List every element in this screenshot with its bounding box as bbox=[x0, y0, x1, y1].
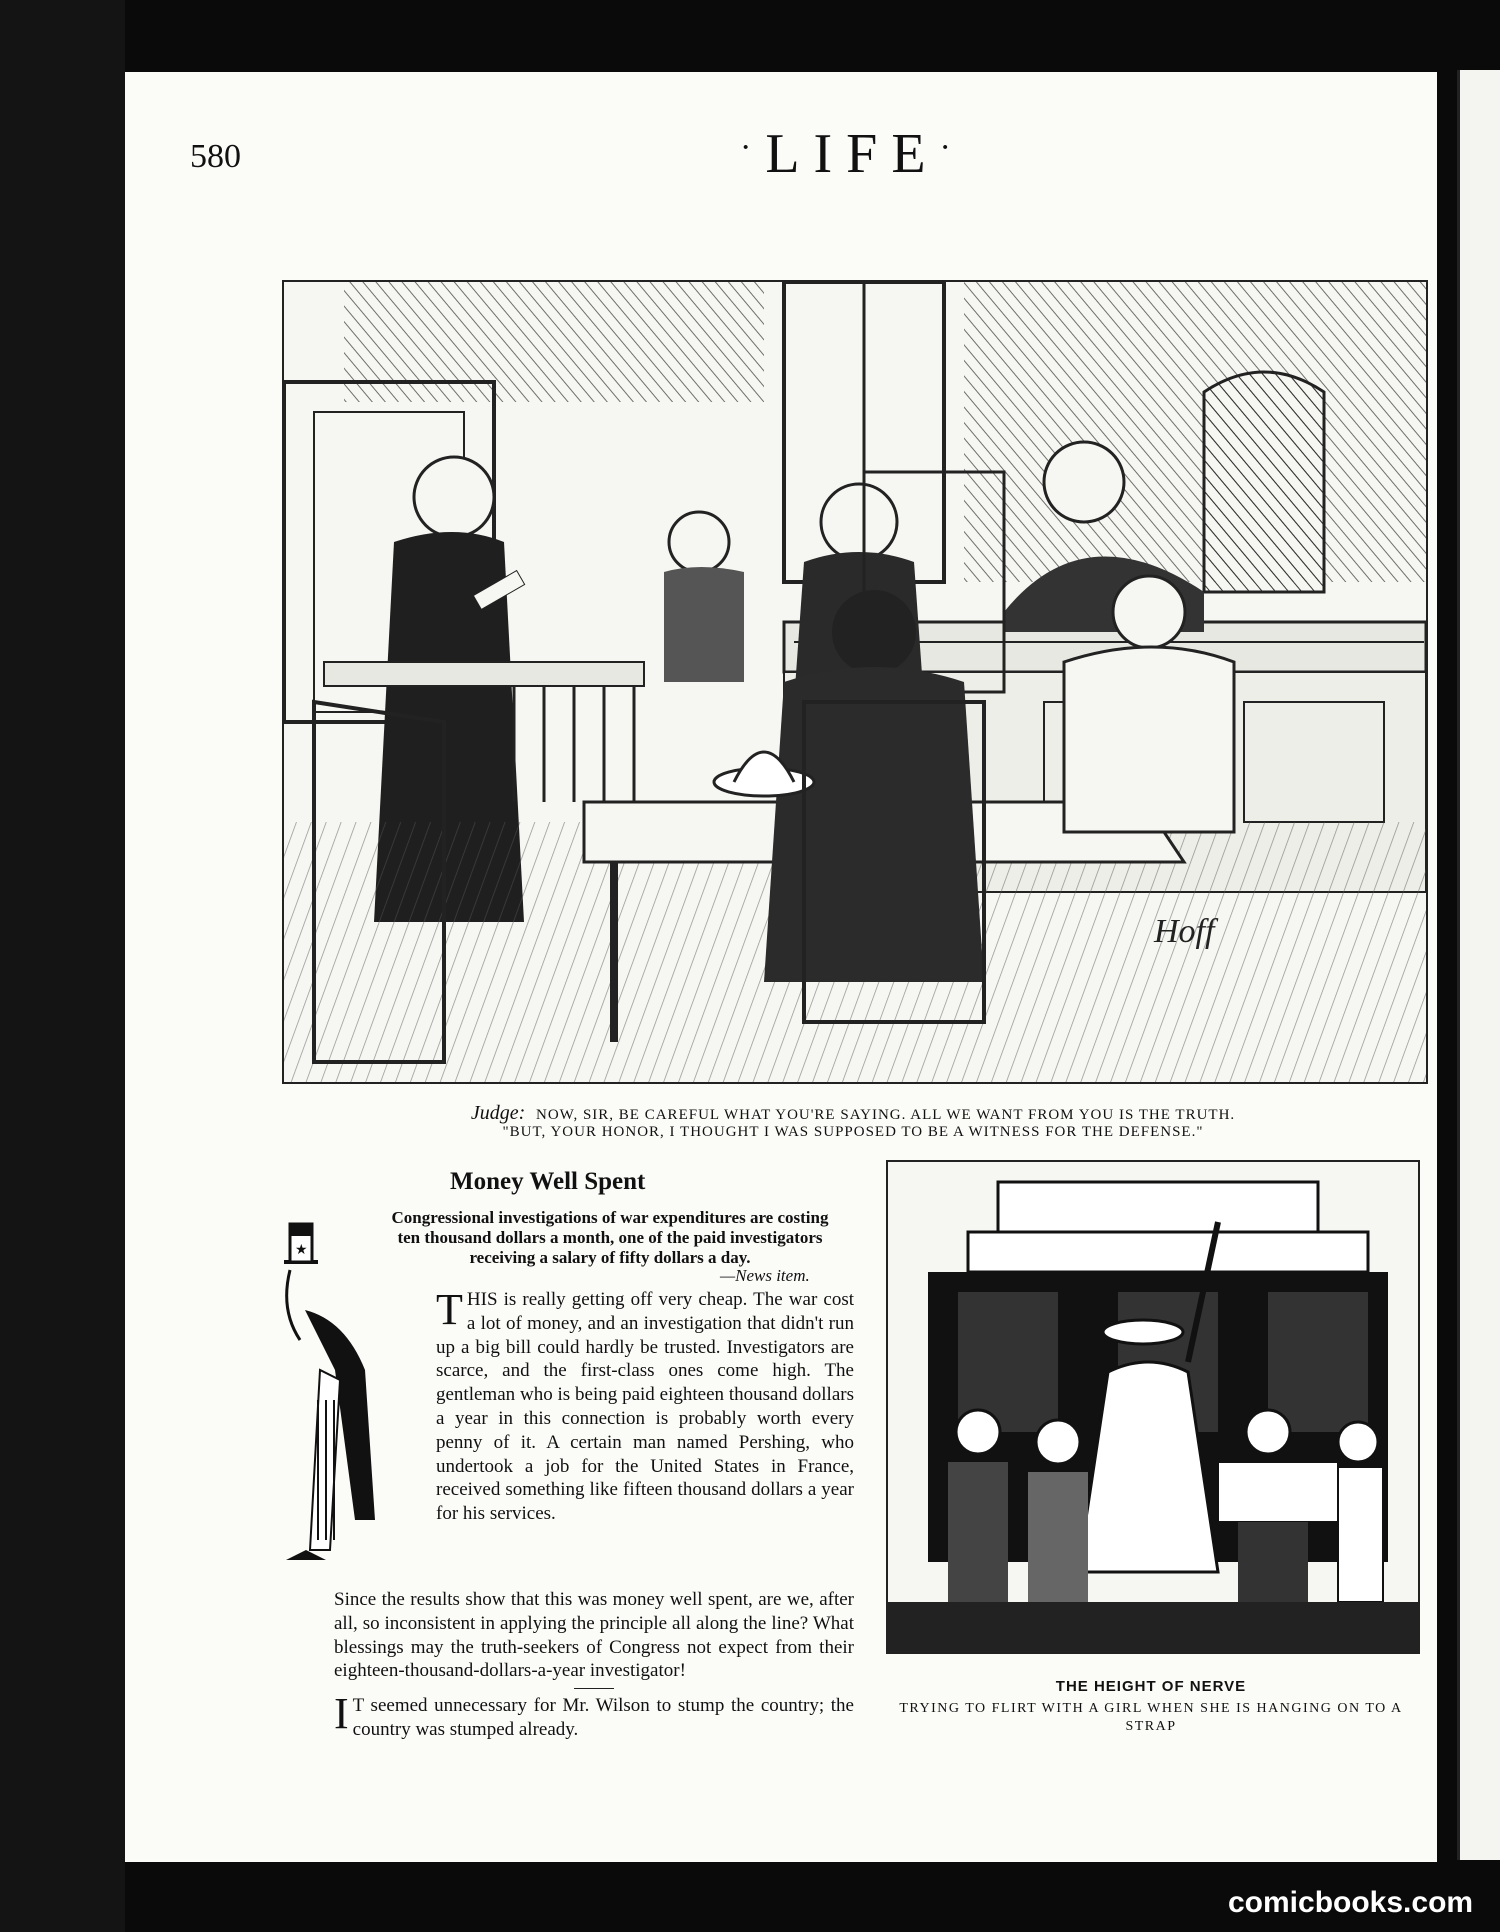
article-paragraph-1 bbox=[436, 1285, 854, 1526]
courtroom-drawing bbox=[284, 282, 1426, 1082]
masthead: · LIFE · bbox=[740, 122, 965, 186]
trolley-cartoon-title: THE HEIGHT OF NERVE bbox=[1055, 1678, 1247, 1695]
para1-text: HIS is really getting off very cheap. The war cost a lot of money, and an investigation that didn't run up a big bill could hardly be trusted. Investigators are scarce, and the first-class ones come high. The gentleman who is being paid eighteen thousand dollars a year in this connection is probably worth every penny of it. A certain man named Pershing, who undertook a job for the United States in France, received something like fifteen thousand dollars a year for his services. bbox=[436, 1289, 854, 1525]
artist-signature: Hoff bbox=[1154, 913, 1215, 950]
article-title: Money Well Spent bbox=[450, 1168, 646, 1195]
site-watermark: comicbooks.com bbox=[1228, 1886, 1474, 1919]
wilson-paragraph bbox=[334, 1689, 854, 1742]
section-divider bbox=[574, 1688, 614, 1689]
dropcap-t: T bbox=[436, 1285, 463, 1334]
caption-judge-line: NOW, SIR, BE CAREFUL WHAT YOU'RE SAYING. ALL WE WANT FROM YOU IS THE TRUTH. bbox=[536, 1107, 1236, 1123]
facing-page-edge bbox=[1457, 70, 1500, 1860]
svg-text:★: ★ bbox=[295, 1243, 308, 1258]
courtroom-illustration bbox=[282, 280, 1428, 1084]
scan-left-margin bbox=[0, 0, 125, 1932]
para2-text: T seemed unnecessary for Mr. Wilson to stump the country; the country was stumped already. bbox=[352, 1695, 854, 1740]
page-number: 580 bbox=[190, 138, 241, 175]
trolley-drawing bbox=[888, 1162, 1418, 1652]
epigraph-source: —News item. bbox=[720, 1266, 810, 1285]
article-epigraph: Congressional investigations of war expenditures are costing ten thousand dollars a month, one of the paid investigators receiving a salary of fifty dollars a day. bbox=[391, 1208, 829, 1267]
uncle-sam-drawing bbox=[270, 1220, 410, 1600]
courtroom-caption-line1 bbox=[282, 1102, 1424, 1125]
caption-speaker: Judge: bbox=[470, 1102, 526, 1124]
dropcap-i: I bbox=[334, 1689, 349, 1738]
trolley-cartoon-caption: TRYING TO FLIRT WITH A GIRL WHEN SHE IS HANGING ON TO A STRAP bbox=[899, 1701, 1403, 1734]
article-paragraph-1-continued: Since the results show that this was money well spent, are we, after all, so inconsistent in applying the principle all along the line? What blessings may the truth-seekers of Congress not expect from their eighteen-thousand-dollars-a-year investigator! bbox=[334, 1589, 854, 1682]
uncle-sam-illustration bbox=[270, 1220, 410, 1600]
courtroom-caption-line2: "BUT, YOUR HONOR, I THOUGHT I WAS SUPPOSED TO BE A WITNESS FOR THE DEFENSE." bbox=[502, 1124, 1204, 1140]
trolley-illustration bbox=[886, 1160, 1420, 1654]
